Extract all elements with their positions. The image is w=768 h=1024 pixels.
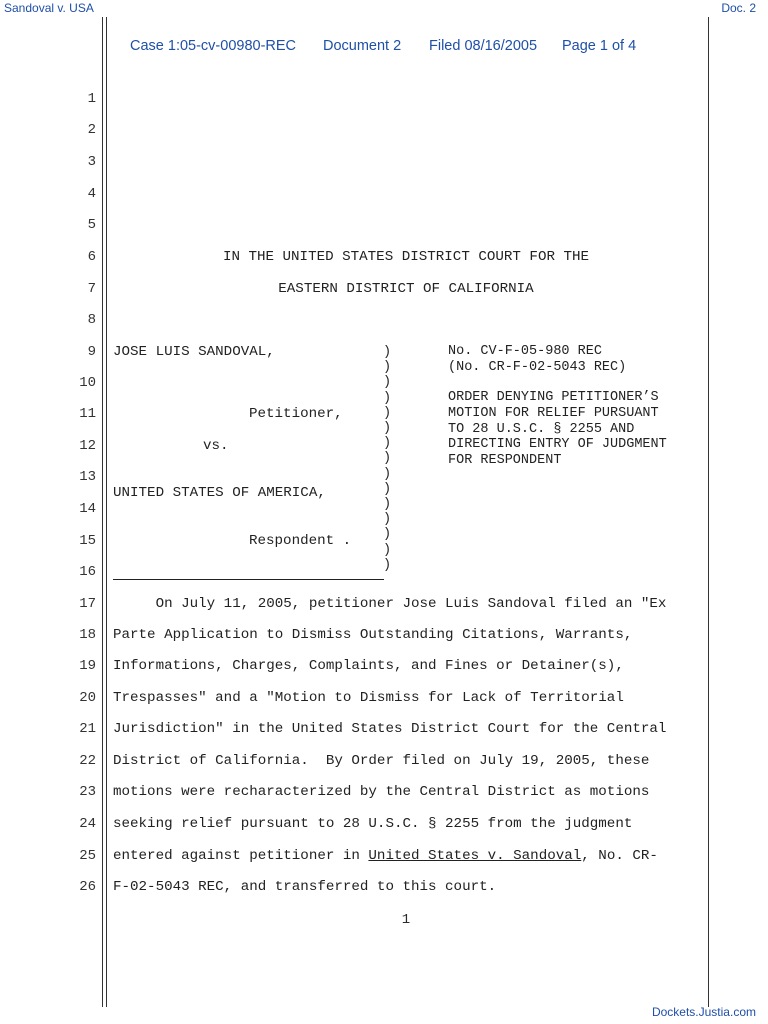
line-number: 1 (87, 91, 96, 107)
line-number: 7 (87, 281, 96, 297)
line-number: 5 (87, 217, 96, 233)
case-number: No. CV-F-05-980 REC (448, 344, 602, 359)
line-number: 6 (87, 249, 96, 265)
line-number: 22 (79, 753, 96, 769)
line-number: 4 (87, 186, 96, 202)
case-citation: United States v. Sandoval (368, 848, 582, 864)
line-number: 14 (79, 501, 96, 517)
line-number: 16 (79, 564, 96, 580)
header-document: Document 2 (323, 38, 402, 54)
body-line: On July 11, 2005, petitioner Jose Luis Sandoval filed an "Ex (113, 596, 667, 612)
line-number: 15 (79, 533, 96, 549)
body-line: Jurisdiction" in the United States District Court for the Central (113, 721, 667, 737)
body-line (113, 848, 658, 864)
docket-title[interactable]: Sandoval v. USA (4, 1, 94, 15)
line-number: 20 (79, 690, 96, 706)
criminal-case-number: (No. CR-F-02-5043 REC) (448, 360, 627, 375)
header-case-number: Case 1:05-cv-00980-REC (130, 38, 297, 54)
line-number: 23 (79, 784, 96, 800)
line-number: 9 (87, 344, 96, 360)
left-margin-rule (102, 17, 103, 1007)
line-number: 21 (79, 721, 96, 737)
line-number: 25 (79, 848, 96, 864)
body-line: Informations, Charges, Complaints, and Fines or Detainer(s), (113, 658, 624, 674)
petitioner-role: Petitioner, (249, 406, 343, 422)
right-margin-rule (708, 17, 709, 1007)
line-number: 8 (87, 312, 96, 328)
body-line: motions were recharacterized by the Central District as motions (113, 784, 650, 800)
respondent-name: UNITED STATES OF AMERICA, (113, 485, 326, 501)
docket-source-link[interactable]: Dockets.Justia.com (651, 1005, 756, 1019)
order-title: ORDER DENYING PETITIONER’S MOTION FOR RELIEF PURSUANT TO 28 U.S.C. § 2255 AND DIRECTING ENTRY OF JUDGMENT FOR RESPONDENT (448, 390, 667, 469)
line-number: 26 (79, 879, 96, 895)
body-text: entered against petitioner in (113, 848, 369, 864)
page-number: 1 (401, 912, 411, 928)
body-line: seeking relief pursuant to 28 U.S.C. § 2255 from the judgment (113, 816, 633, 832)
body-line: F-02-5043 REC, and transferred to this court. (113, 879, 497, 895)
caption-underline (113, 579, 384, 580)
line-number: 10 (79, 375, 96, 391)
petitioner-name: JOSE LUIS SANDOVAL, (113, 344, 275, 360)
line-number: 19 (79, 658, 96, 674)
line-number: 11 (79, 406, 96, 422)
doc-number[interactable]: Doc. 2 (721, 1, 756, 15)
header-page: Page 1 of 4 (562, 38, 637, 54)
header-filed-date: Filed 08/16/2005 (429, 38, 538, 54)
line-number: 12 (79, 438, 96, 454)
body-line: District of California. By Order filed on July 19, 2005, these (113, 753, 650, 769)
line-number: 18 (79, 627, 96, 643)
line-number: 24 (79, 816, 96, 832)
line-number: 17 (79, 596, 96, 612)
court-name: IN THE UNITED STATES DISTRICT COURT FOR THE (222, 249, 590, 265)
caption-paren-column: ) ) ) ) ) ) ) ) ) ) ) ) ) ) ) (383, 345, 392, 573)
court-district: EASTERN DISTRICT OF CALIFORNIA (278, 281, 534, 297)
line-number: 2 (87, 122, 96, 138)
versus-label: vs. (203, 438, 229, 454)
left-margin-rule-inner (106, 17, 107, 1007)
body-text: , No. CR- (581, 848, 658, 864)
body-line: Parte Application to Dismiss Outstanding Citations, Warrants, (113, 627, 633, 643)
line-number: 13 (79, 469, 96, 485)
line-number: 3 (87, 154, 96, 170)
respondent-role: Respondent . (249, 533, 352, 549)
body-line: Trespasses" and a "Motion to Dismiss for Lack of Territorial (113, 690, 624, 706)
